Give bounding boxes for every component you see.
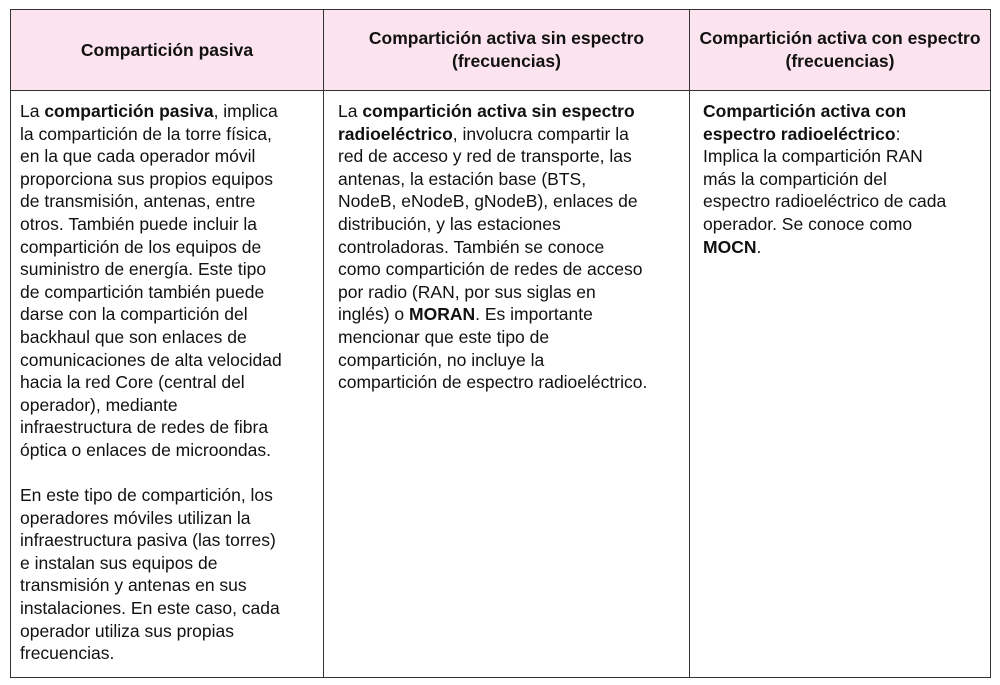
text-line: compartición, no incluye la <box>338 349 545 370</box>
bold-term: MORAN <box>409 304 476 325</box>
bold-term: compartición activa sin espectro <box>362 101 635 121</box>
text-line: mencionar que este tipo de <box>338 326 550 347</box>
text-line: comunicaciones de alta velocidad <box>20 349 282 370</box>
text-line: compartición de los equipos de <box>20 236 262 257</box>
text-line: backhaul que son enlaces de <box>20 326 247 347</box>
bold-term: Compartición activa con <box>703 101 907 121</box>
text-line: proporciona sus propios equipos <box>20 168 273 189</box>
paragraph <box>338 100 683 394</box>
text-line: más la compartición del <box>703 168 887 189</box>
text-line: red de acceso y red de transporte, las <box>338 146 632 167</box>
text-line: como compartición de redes de acceso <box>338 259 643 280</box>
cell-passive-sharing <box>11 91 323 665</box>
text-line: distribución, y las estaciones <box>338 213 561 234</box>
text-line: suministro de energía. Este tipo <box>20 259 267 280</box>
comparison-table <box>10 9 991 678</box>
header-active-sharing-without-spectrum: Compartición activa sin espectro (frecuencias) <box>324 10 689 91</box>
paragraph <box>20 484 314 665</box>
column-active-sharing-with-spectrum <box>690 10 990 677</box>
text-line: La compartición pasiva, implica <box>20 101 278 121</box>
text-line: en la que cada operador móvil <box>20 146 256 167</box>
bold-term: espectro radioeléctrico <box>703 123 896 144</box>
paragraph <box>703 100 978 258</box>
text-line: de compartición también puede <box>20 281 265 302</box>
text-line: NodeB, eNodeB, gNodeB), enlaces de <box>338 191 638 212</box>
text-line: compartición de espectro radioeléctrico. <box>338 372 648 393</box>
column-active-sharing-without-spectrum <box>324 10 690 677</box>
text-line: MOCN. <box>703 236 762 257</box>
text-line: operador. Se conoce como <box>703 213 913 234</box>
text-line: En este tipo de compartición, los <box>20 485 273 506</box>
paragraph <box>20 100 314 462</box>
text-line: infraestructura de redes de fibra <box>20 417 269 438</box>
text-line: Implica la compartición RAN <box>703 146 923 167</box>
text-line: hacia la red Core (central del <box>20 372 245 393</box>
bold-term: radioeléctrico <box>338 123 453 144</box>
cell-active-sharing-with-spectrum <box>690 91 990 258</box>
text-line: antenas, la estación base (BTS, <box>338 168 587 189</box>
bold-term: MOCN <box>703 236 757 257</box>
cell-active-sharing-without-spectrum <box>324 91 689 394</box>
text-line: controladoras. También se conoce <box>338 236 605 257</box>
text-line: e instalan sus equipos de <box>20 552 218 573</box>
text-line: radioeléctrico, involucra compartir la <box>338 123 629 144</box>
text-line: darse con la compartición del <box>20 304 248 325</box>
text-line: inglés) o MORAN. Es importante <box>338 304 593 325</box>
text-line: otros. También puede incluir la <box>20 213 258 234</box>
header-active-sharing-with-spectrum: Compartición activa con espectro (frecuencias) <box>690 10 990 91</box>
text-line: operadores móviles utilizan la <box>20 507 251 528</box>
text-line: instalaciones. En este caso, cada <box>20 598 280 619</box>
text-line: transmisión y antenas en sus <box>20 575 247 596</box>
text-line: operador), mediante <box>20 394 178 415</box>
text-line: frecuencias. <box>20 643 115 664</box>
header-passive-sharing: Compartición pasiva <box>11 10 323 91</box>
text-line: de transmisión, antenas, entre <box>20 191 256 212</box>
text-line: espectro radioeléctrico de cada <box>703 191 947 212</box>
text-line: infraestructura pasiva (las torres) <box>20 530 276 551</box>
text-line: espectro radioeléctrico: <box>703 123 901 144</box>
text-line: óptica o enlaces de microondas. <box>20 439 271 460</box>
text-line <box>703 100 978 123</box>
text-line: por radio (RAN, por sus siglas en <box>338 281 596 302</box>
column-passive-sharing <box>11 10 324 677</box>
bold-term: compartición pasiva <box>44 101 214 121</box>
text-line: operador utiliza sus propias <box>20 620 235 641</box>
text-line: la compartición de la torre física, <box>20 123 272 144</box>
text-line: La compartición activa sin espectro <box>338 101 635 121</box>
